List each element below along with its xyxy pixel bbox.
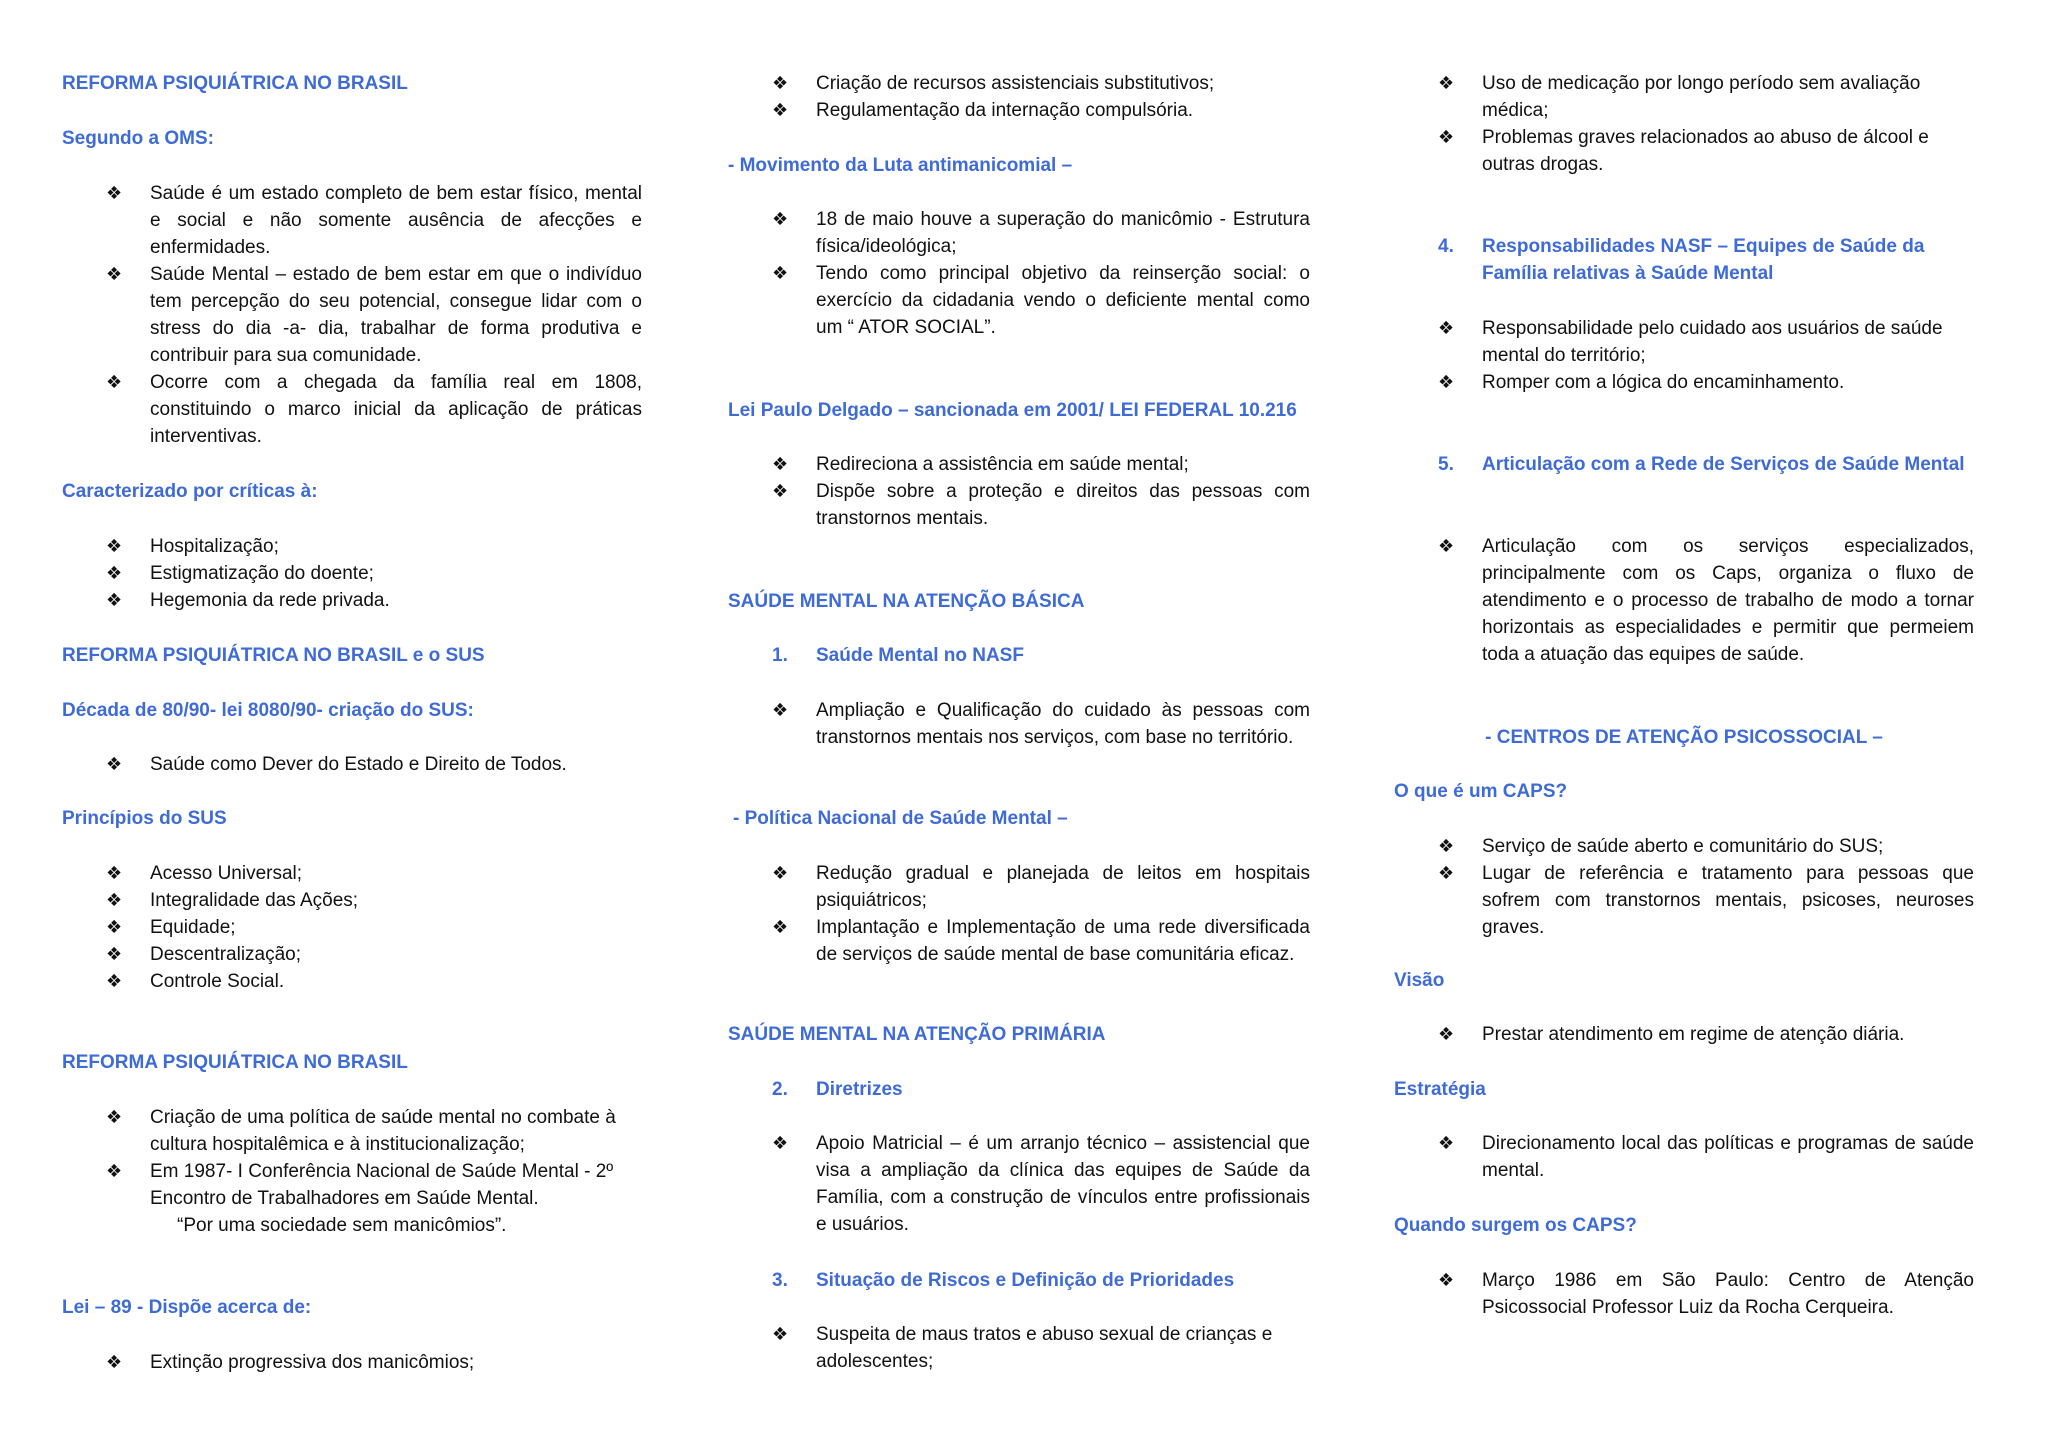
list-item: ❖ Março 1986 em São Paulo: Centro de Atenção Psicossocial Professor Luiz da Rocha Cerqueira.: [1394, 1267, 1974, 1321]
diamond-bullet-icon: ❖: [772, 917, 789, 937]
diamond-bullet-icon: ❖: [106, 917, 123, 937]
diamond-bullet-icon: ❖: [106, 1161, 123, 1181]
list-item: ❖ Problemas graves relacionados ao abuso de álcool e outras drogas.: [1394, 124, 1974, 178]
list-item: ❖ Regulamentação da internação compulsória.: [728, 97, 1310, 124]
list-item: ❖ 18 de maio houve a superação do manicômio - Estrutura física/ideológica;: [728, 206, 1310, 260]
list-item: ❖ Implantação e Implementação de uma rede diversificada de serviços de saúde mental de base comunitária eficaz.: [728, 914, 1310, 968]
list-item: ❖ Estigmatização do doente;: [62, 560, 642, 587]
heading-estrategia: Estratégia: [1394, 1079, 1486, 1100]
list-item: ❖ Extinção progressiva dos manicômios;: [62, 1349, 642, 1376]
number-3: 3.: [772, 1270, 788, 1291]
list-item: ❖ Ampliação e Qualificação do cuidado às pessoas com transtornos mentais nos serviços, com base no território.: [728, 697, 1310, 751]
diamond-bullet-icon: ❖: [106, 372, 123, 392]
list-movimento: [728, 206, 1310, 341]
heading-politica: - Política Nacional de Saúde Mental –: [733, 808, 1068, 829]
diamond-bullet-icon: ❖: [1438, 536, 1455, 556]
diamond-bullet-icon: ❖: [772, 263, 789, 283]
list-item: ❖ Uso de medicação por longo período sem avaliação médica;: [1394, 70, 1974, 124]
diamond-bullet-icon: ❖: [772, 481, 789, 501]
diamond-bullet-icon: ❖: [106, 971, 123, 991]
list-item: ❖ Dispõe sobre a proteção e direitos das pessoas com transtornos mentais.: [728, 478, 1310, 532]
list-item: ❖ Saúde como Dever do Estado e Direito de Todos.: [62, 751, 642, 778]
list-decada: [62, 751, 642, 778]
diamond-bullet-icon: ❖: [772, 863, 789, 883]
list-criticas: [62, 533, 642, 614]
list-item: ❖ Controle Social.: [62, 968, 642, 995]
list-item: ❖ Suspeita de maus tratos e abuso sexual de crianças e adolescentes;: [728, 1321, 1310, 1375]
list-item: ❖ Prestar atendimento em regime de atenção diária.: [1394, 1021, 1974, 1048]
diamond-bullet-icon: ❖: [106, 264, 123, 284]
column-1: [62, 0, 642, 1448]
list-visao: [1394, 1021, 1974, 1048]
list-item: ❖ Romper com a lógica do encaminhamento.: [1394, 369, 1974, 396]
list-nasf: [728, 697, 1310, 751]
diamond-bullet-icon: ❖: [106, 1352, 123, 1372]
heading-centros: - CENTROS DE ATENÇÃO PSICOSSOCIAL –: [1485, 727, 1883, 748]
list-item: ❖ Hospitalização;: [62, 533, 642, 560]
heading-articulacao-text: Articulação com a Rede de Serviços de Saúde Mental: [1482, 454, 1965, 475]
diamond-bullet-icon: ❖: [1438, 1024, 1455, 1044]
heading-reforma-sus: REFORMA PSIQUIÁTRICA NO BRASIL e o SUS: [62, 645, 485, 666]
list-item: ❖ Serviço de saúde aberto e comunitário do SUS;: [1394, 833, 1974, 860]
diamond-bullet-icon: ❖: [106, 890, 123, 910]
list-diretrizes: [728, 1130, 1310, 1238]
heading-lei-paulo: Lei Paulo Delgado – sancionada em 2001/ LEI FEDERAL 10.216: [728, 400, 1297, 421]
list-politica: [728, 860, 1310, 968]
list-articulacao: [1394, 533, 1974, 668]
list-item: ❖ Hegemonia da rede privada.: [62, 587, 642, 614]
heading-decada: Década de 80/90- lei 8080/90- criação do SUS:: [62, 700, 474, 721]
diamond-bullet-icon: ❖: [106, 536, 123, 556]
list-item: ❖ Ocorre com a chegada da família real em 1808, constituindo o marco inicial da aplicação de práticas interventivas.: [62, 369, 642, 450]
diamond-bullet-icon: ❖: [1438, 127, 1455, 147]
heading-diretrizes-text: Diretrizes: [816, 1079, 903, 1100]
list-top-col2: [728, 70, 1310, 124]
column-2: [728, 0, 1310, 1448]
diamond-bullet-icon: ❖: [1438, 836, 1455, 856]
diamond-bullet-icon: ❖: [772, 209, 789, 229]
diamond-bullet-icon: ❖: [772, 700, 789, 720]
diamond-bullet-icon: ❖: [106, 1107, 123, 1127]
list-top-col3: [1394, 70, 1974, 178]
diamond-bullet-icon: ❖: [106, 563, 123, 583]
list-item: ❖ Saúde Mental – estado de bem estar em que o indivíduo tem percepção do seu potencial, consegue lidar com o stress do dia -a- dia, trabalhar de forma produtiva e contribuir para sua comunidade.: [62, 261, 642, 369]
list-oque-caps: [1394, 833, 1974, 941]
diamond-bullet-icon: ❖: [1438, 1270, 1455, 1290]
list-item: ❖ Em 1987- I Conferência Nacional de Saúde Mental - 2º Encontro de Trabalhadores em Saúde Mental.: [62, 1158, 642, 1212]
list-item: ❖ Equidade;: [62, 914, 642, 941]
list-riscos: [728, 1321, 1310, 1375]
diamond-bullet-icon: ❖: [1438, 863, 1455, 883]
quote-sem-manicomios: “Por uma sociedade sem manicômios”.: [177, 1215, 507, 1236]
diamond-bullet-icon: ❖: [772, 1133, 789, 1153]
list-item: ❖ Integralidade das Ações;: [62, 887, 642, 914]
list-lei-89: [62, 1349, 642, 1376]
list-item: ❖ Apoio Matricial – é um arranjo técnico – assistencial que visa a ampliação da clínica das equipes de Saúde da Família, com a construção de vínculos entre profissionais e usuários.: [728, 1130, 1310, 1238]
diamond-bullet-icon: ❖: [106, 183, 123, 203]
list-item: ❖ Direcionamento local das políticas e programas de saúde mental.: [1394, 1130, 1974, 1184]
number-5: 5.: [1438, 454, 1454, 475]
diamond-bullet-icon: ❖: [1438, 318, 1455, 338]
heading-lei-89: Lei – 89 - Dispõe acerca de:: [62, 1297, 312, 1318]
list-item: ❖ Acesso Universal;: [62, 860, 642, 887]
heading-resp-line-1: Responsabilidades NASF – Equipes de Saúde da: [1482, 236, 1925, 257]
list-item: ❖ Criação de recursos assistenciais substitutivos;: [728, 70, 1310, 97]
diamond-bullet-icon: ❖: [1438, 1133, 1455, 1153]
heading-reforma: REFORMA PSIQUIÁTRICA NO BRASIL: [62, 73, 408, 94]
heading-criticas: Caracterizado por críticas à:: [62, 481, 318, 502]
diamond-bullet-icon: ❖: [1438, 372, 1455, 392]
diamond-bullet-icon: ❖: [772, 100, 789, 120]
diamond-bullet-icon: ❖: [1438, 73, 1455, 93]
column-3: [1394, 0, 1974, 1448]
list-item: ❖ Responsabilidade pelo cuidado aos usuários de saúde mental do território;: [1394, 315, 1974, 369]
list-item: ❖ Descentralização;: [62, 941, 642, 968]
number-2: 2.: [772, 1079, 788, 1100]
heading-atencao-basica: SAÚDE MENTAL NA ATENÇÃO BÁSICA: [728, 591, 1085, 612]
heading-nasf-text: Saúde Mental no NASF: [816, 645, 1024, 666]
heading-resp-line-2: Família relativas à Saúde Mental: [1482, 263, 1774, 284]
heading-oque-caps: O que é um CAPS?: [1394, 781, 1568, 802]
heading-reforma-2: REFORMA PSIQUIÁTRICA NO BRASIL: [62, 1052, 408, 1073]
list-item: ❖ Saúde é um estado completo de bem estar físico, mental e social e não somente ausência de afecções e enfermidades.: [62, 180, 642, 261]
list-item: ❖ Lugar de referência e tratamento para pessoas que sofrem com transtornos mentais, psicoses, neuroses graves.: [1394, 860, 1974, 941]
diamond-bullet-icon: ❖: [772, 1324, 789, 1344]
list-item: ❖ Tendo como principal objetivo da reinserção social: o exercício da cidadania vendo o deficiente mental como um “ ATOR SOCIAL”.: [728, 260, 1310, 341]
number-4: 4.: [1438, 236, 1454, 257]
list-oms: [62, 180, 642, 450]
list-lei-paulo: [728, 451, 1310, 532]
diamond-bullet-icon: ❖: [772, 73, 789, 93]
heading-visao: Visão: [1394, 970, 1445, 991]
number-1: 1.: [772, 645, 788, 666]
diamond-bullet-icon: ❖: [106, 754, 123, 774]
heading-principios: Princípios do SUS: [62, 808, 227, 829]
list-item: ❖ Redução gradual e planejada de leitos em hospitais psiquiátricos;: [728, 860, 1310, 914]
diamond-bullet-icon: ❖: [772, 454, 789, 474]
heading-oms: Segundo a OMS:: [62, 128, 214, 149]
heading-quando-caps: Quando surgem os CAPS?: [1394, 1215, 1637, 1236]
heading-riscos-text: Situação de Riscos e Definição de Prioridades: [816, 1270, 1235, 1291]
list-estrategia: [1394, 1130, 1974, 1184]
list-quando-caps: [1394, 1267, 1974, 1321]
list-reforma-2: [62, 1104, 642, 1212]
diamond-bullet-icon: ❖: [106, 863, 123, 883]
list-principios: [62, 860, 642, 995]
heading-atencao-primaria: SAÚDE MENTAL NA ATENÇÃO PRIMÁRIA: [728, 1024, 1106, 1045]
list-responsabilidades: [1394, 315, 1974, 396]
list-item: ❖ Criação de uma política de saúde mental no combate à cultura hospitalêmica e à institucionalização;: [62, 1104, 642, 1158]
diamond-bullet-icon: ❖: [106, 590, 123, 610]
heading-movimento: - Movimento da Luta antimanicomial –: [728, 155, 1073, 176]
diamond-bullet-icon: ❖: [106, 944, 123, 964]
list-item: ❖ Redireciona a assistência em saúde mental;: [728, 451, 1310, 478]
list-item: ❖ Articulação com os serviços especializados, principalmente com os Caps, organiza o fluxo de atendimento e o processo de trabalho de modo a tornar horizontais as especialidades e permitir que permeiem toda a atuação das equipes de saúde.: [1394, 533, 1974, 668]
